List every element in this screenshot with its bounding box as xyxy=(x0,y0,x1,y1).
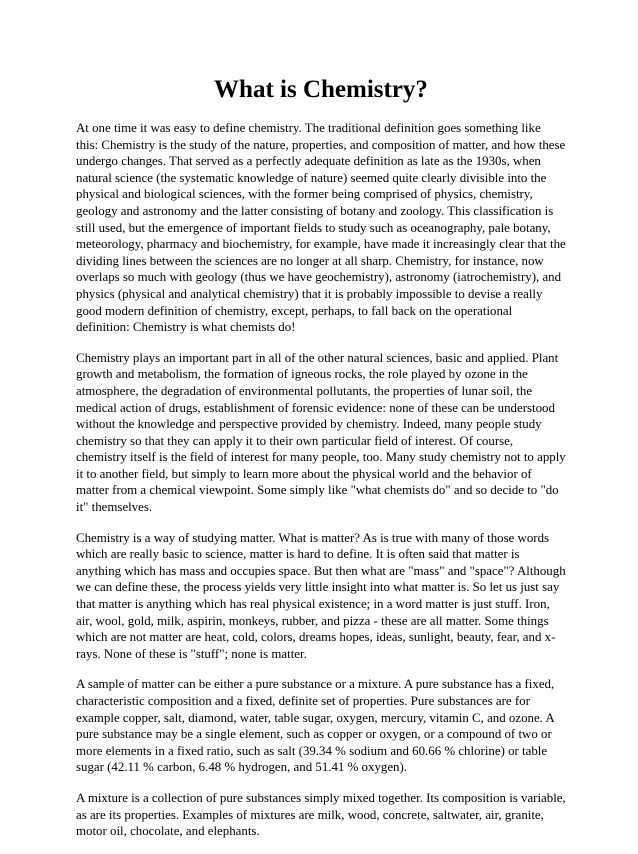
paragraph-definition: At one time it was easy to define chemistry. The traditional definition goes something like this: Chemistry is the study of the nature, properties, and composition of matter, and how these undergo changes. That served as a perfectly adequate definition as late as the 1930s, when natural science (the systematic knowledge of nature) seemed quite clearly divisible into the physical and biological sciences, with the former being comprised of physics, chemistry, geology and astronomy and the latter consisting of botany and zoology. This classification is still used, but the emergence of important fields to study such as oceanography, pale botany, meteorology, pharmacy and biochemistry, for example, have made it increasingly clear that the dividing lines between the sciences are no longer at all sharp. Chemistry, for instance, now overlaps so much with geology (thus we have geochemistry), astronomy (iatrochemistry), and physics (physical and analytical chemistry) that it is probably impossible to devise a really good modern definition of chemistry, except, perhaps, to fall back on the operational definition: Chemistry is what chemists do! xyxy=(76,121,566,335)
document-page xyxy=(76,74,566,854)
paragraph-matter: Chemistry is a way of studying matter. What is matter? As is true with many of those words which are really basic to science, matter is hard to define. It is often said that matter is anything which has mass and occupies space. But then what are "mass" and "space"? Although we can define these, the process yields very little insight into what matter is. So let us just say that matter is anything which has real physical existence; in a word matter is just stuff. Iron, air, wool, gold, milk, aspirin, monkeys, rubber, and pizza - these are all matter. Some things which are not matter are heat, cold, colors, dreams hopes, ideas, sunlight, beauty, fear, and x-rays. None of these is "stuff"; none is matter. xyxy=(76,530,566,661)
paragraph-pure-substance: A sample of matter can be either a pure substance or a mixture. A pure substance has a fixed, characteristic composition and a fixed, definite set of properties. Pure substances are for example copper, salt, diamond, water, table sugar, oxygen, mercury, vitamin C, and ozone. A pure substance may be a single element, such as copper or oxygen, or a compound of two or more elements in a fixed ratio, such as salt (39.34 % sodium and 60.66 % chlorine) or table sugar (42.11 % carbon, 6.48 % hydrogen, and 51.41 % oxygen). xyxy=(76,677,555,775)
paragraph-importance: Chemistry plays an important part in all of the other natural sciences, basic and applied. Plant growth and metabolism, the formation of igneous rocks, the role played by ozone in the atmosphere, the degradation of environmental pollutants, the properties of lunar soil, the medical action of drugs, establishment of forensic evidence: none of these can be understood without the knowledge and perspective provided by chemistry. Indeed, many people study chemistry so that they can apply it to their own particular field of interest. Of course, chemistry itself is the field of interest for many people, too. Many study chemistry not to apply it to another field, but simply to learn more about the physical world and the behavior of matter from a chemical viewpoint. Some simply like "what chemists do" and so decide to "do it" themselves. xyxy=(76,350,566,515)
paragraph-mixture: A mixture is a collection of pure substances simply mixed together. Its composition is variable, as are its properties. Examples of mixtures are milk, wood, concrete, saltwater, air, granite, motor oil, chocolate, and elephants. xyxy=(76,790,566,839)
page-title: What is Chemistry? xyxy=(214,76,428,103)
